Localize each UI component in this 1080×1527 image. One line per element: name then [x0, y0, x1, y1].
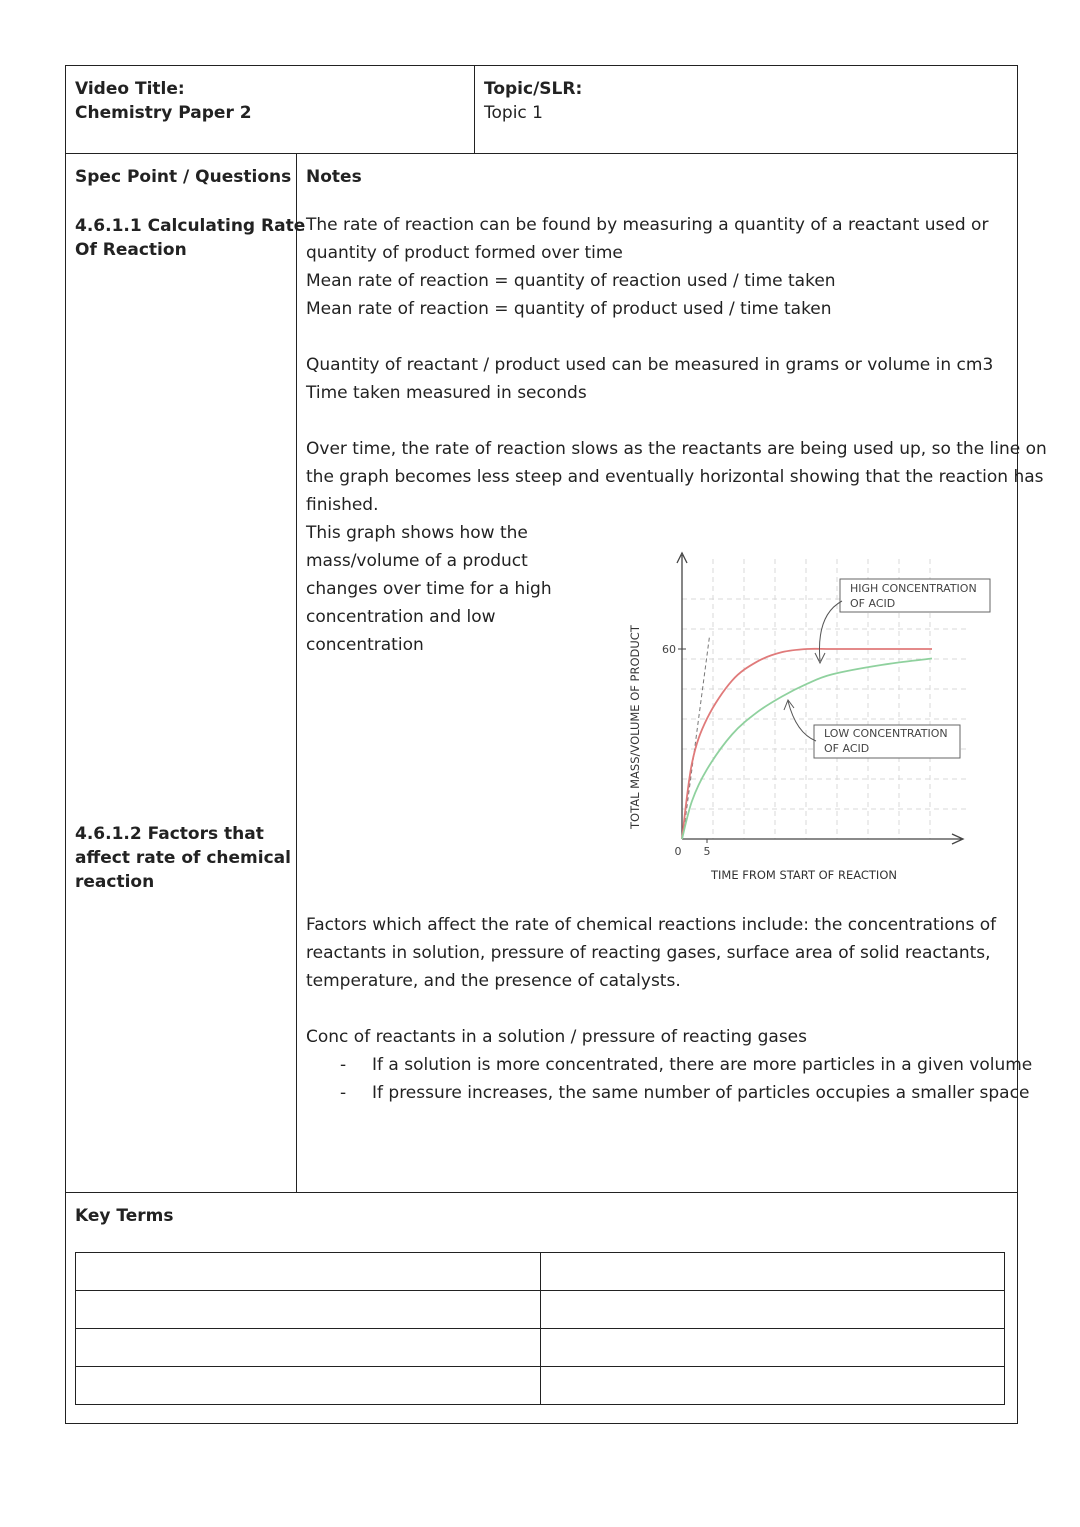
high-concentration-label: OF ACID	[850, 597, 896, 610]
notes-text: Quantity of reactant / product used can be measured in grams or volume in cm3	[306, 355, 994, 375]
key-terms-label: Key Terms	[75, 1206, 174, 1226]
notes-text: concentration	[306, 635, 424, 655]
header-divider	[474, 65, 475, 154]
tangent-line	[684, 636, 710, 829]
spec-point-2	[75, 822, 291, 894]
column-divider	[296, 153, 297, 1193]
notes-text: quantity of product formed over time	[306, 243, 623, 263]
notes-text: Factors which affect the rate of chemical reactions include: the concentrations of	[306, 915, 997, 935]
notes-text: changes over time for a high	[306, 579, 552, 599]
key-term-cell[interactable]	[76, 1291, 541, 1329]
key-term-cell[interactable]	[76, 1329, 541, 1367]
key-term-definition-cell[interactable]	[540, 1367, 1005, 1405]
spec-point-1	[75, 214, 305, 262]
video-title-value: Chemistry Paper 2	[75, 103, 252, 123]
spec-point-1-line2: Of Reaction	[75, 240, 187, 260]
video-title-label: Video Title:	[75, 79, 185, 99]
low-concentration-label: OF ACID	[824, 742, 870, 755]
notes-text: mass/volume of a product	[306, 551, 528, 571]
key-terms-table	[75, 1252, 1005, 1405]
notes-paragraph-units	[306, 351, 993, 407]
notes-text: reactants in solution, pressure of reacting gases, surface area of solid reactants,	[306, 943, 991, 963]
rate-chart	[620, 545, 1020, 885]
notes-text: The rate of reaction can be found by measuring a quantity of a reactant used or	[306, 215, 989, 235]
low-concentration-pointer	[788, 701, 816, 741]
notes-text: temperature, and the presence of catalysts.	[306, 971, 681, 991]
bullet-text: If a solution is more concentrated, there are more particles in a given volume	[372, 1055, 1033, 1075]
topic-value: Topic 1	[484, 103, 543, 123]
x-axis-label: TIME FROM START OF REACTION	[711, 868, 897, 882]
low-concentration-label: LOW CONCENTRATION	[824, 727, 948, 740]
table-row	[76, 1253, 1005, 1291]
notes-text: This graph shows how the	[306, 523, 528, 543]
high-concentration-pointer	[819, 601, 842, 661]
topic-label: Topic/SLR:	[484, 79, 583, 99]
bullet-dash: -	[340, 1055, 347, 1075]
notes-paragraph-factors	[306, 911, 996, 995]
spec-point-2-line3: reaction	[75, 872, 155, 892]
spec-column-header: Spec Point / Questions	[75, 167, 292, 187]
spec-point-2-line2: affect rate of chemical	[75, 848, 291, 868]
spec-point-1-line1: 4.6.1.1 Calculating Rate	[75, 216, 306, 236]
notes-text: Mean rate of reaction = quantity of reaction used / time taken	[306, 271, 836, 291]
key-term-definition-cell[interactable]	[540, 1253, 1005, 1291]
y-tick-label: 60	[662, 643, 676, 656]
notes-paragraph-rate	[306, 211, 988, 323]
key-terms-divider	[65, 1192, 1018, 1193]
high-concentration-label: HIGH CONCENTRATION	[850, 582, 977, 595]
notes-text: Time taken measured in seconds	[306, 383, 587, 403]
notes-text: concentration and low	[306, 607, 496, 627]
notes-text: the graph becomes less steep and eventually horizontal showing that the reaction has	[306, 467, 1044, 487]
spec-point-2-line1: 4.6.1.2 Factors that	[75, 824, 264, 844]
x-tick-label: 5	[703, 845, 711, 858]
notes-text: Conc of reactants in a solution / pressure of reacting gases	[306, 1027, 807, 1047]
bullet-text: If pressure increases, the same number of particles occupies a smaller space	[372, 1083, 1030, 1103]
bullet-dash: -	[340, 1083, 347, 1103]
x-tick-label: 0	[674, 845, 682, 858]
y-axis-label: TOTAL MASS/VOLUME OF PRODUCT	[628, 625, 642, 829]
key-term-definition-cell[interactable]	[540, 1329, 1005, 1367]
key-term-definition-cell[interactable]	[540, 1291, 1005, 1329]
key-term-cell[interactable]	[76, 1253, 541, 1291]
table-row	[76, 1329, 1005, 1367]
notes-text: Mean rate of reaction = quantity of product used / time taken	[306, 299, 832, 319]
notes-text: finished.	[306, 495, 379, 515]
notes-paragraph-conc	[306, 1023, 807, 1051]
key-term-cell[interactable]	[76, 1367, 541, 1405]
notes-column-header: Notes	[306, 167, 362, 187]
notes-text: Over time, the rate of reaction slows as the reactants are being used up, so the line on	[306, 439, 1047, 459]
table-row	[76, 1291, 1005, 1329]
table-row	[76, 1367, 1005, 1405]
